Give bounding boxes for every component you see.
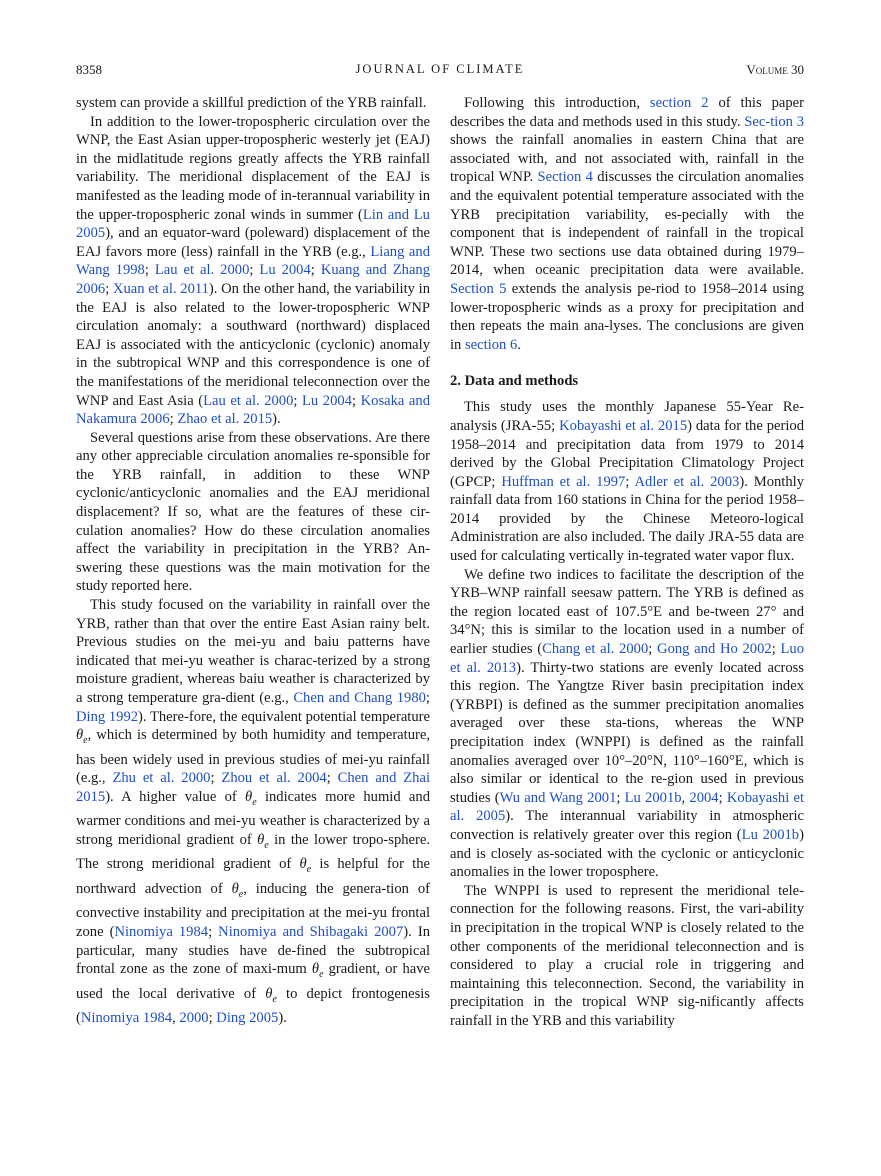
citation-link[interactable]: Lu 2001b: [741, 826, 800, 843]
citation-link[interactable]: Kuang and Zhang 2006: [76, 262, 431, 297]
citation-link[interactable]: Wu and Wang 2001: [499, 789, 617, 806]
citation-link[interactable]: Lu 2004: [259, 262, 311, 279]
paragraph-eaj: In addition to the lower-tropospheric circulation over the WNP, the East Asian upper-tropospheric westerly jet (EAJ) in the midlatitude regions greatly affects the YRB rainfall variability. The meridional displacement of the EAJ is manifested as the leading mode of in-terannual variability in the upper-tropospheric zonal winds in summer (Lin and Lu 2005), and an equator-ward (poleward) displacement of the EAJ favors more (less) rainfall in the YRB (e.g., Liang and Wang 1998; Lau et al. 2000; Lu 2004; Kuang and Zhang 2006; Xuan et al. 2011). On the other hand, the variability in the EAJ is also related to the lower-tropospheric WNP circulation anomaly: a southward (northward) displaced EAJ is associated with the anticyclonic (cyclonic) anomaly in the subtropical WNP and this correspondence is one of the manifestations of the meridional teleconnection over the WNP and East Asia (Lau et al. 2000; Lu 2004; Kosaka and Nakamura 2006; Zhao et al. 2015).: [76, 113, 431, 428]
citation-link[interactable]: Kobayashi et al. 2015: [559, 417, 688, 434]
citation-link[interactable]: 2004: [689, 789, 719, 806]
citation-link[interactable]: Ninomiya 1984: [114, 924, 209, 941]
section-link[interactable]: Section 4: [537, 169, 593, 186]
citation-link[interactable]: Chang et al. 2000: [542, 641, 649, 658]
section-link[interactable]: Section 5: [450, 280, 507, 297]
citation-link[interactable]: Liang and Wang 1998: [76, 243, 430, 279]
paragraph-questions: Several questions arise from these observations. Are there any other appreciable circulation anomalies re-sponsible for the YRB rainfall, in addition to these WNP cyclonic/anticyclonic anomalies and the EAJ meridional displacement? If so, what are the features of these cir-culation anomalies? How do these circulation anomalies affect the variability in precipitation in the YRB? An-swering these questions was the main motivation for the study reported here.: [76, 429, 430, 595]
citation-link[interactable]: Lau et al. 2000: [203, 392, 294, 409]
citation-link[interactable]: Ninomiya and Shibagaki 2007: [218, 924, 404, 941]
theta-e-symbol: $\theta_e$: [231, 880, 244, 900]
paragraph-intro-end: system can provide a skillful prediction of the YRB rainfall.: [76, 95, 427, 111]
right-column: [450, 94, 804, 1031]
theta-e-symbol: $\theta_e$: [76, 727, 88, 747]
volume-label: Volume 30: [746, 62, 804, 77]
citation-link[interactable]: Lu 2001b: [624, 789, 682, 806]
citation-link[interactable]: Adler et al. 2003: [634, 473, 740, 490]
citation-link[interactable]: Lin and Lu 2005: [76, 206, 430, 242]
paragraph-indices: We define two indices to facilitate the description of the YRB–WNP rainfall seesaw pattern. The YRB is defined as the region located east of 107.5°E and be-tween 27° and 34°N; this is similar to the location used in a number of earlier studies (Chang et al. 2000; Gong and Ho 2002; Luo et al. 2013). Thirty-two stations are evenly located across this region. The Yangtze River basin precipitation index (YRBPI) is defined as the summer precipitation anomalies averaged over these sta-tions, whereas the WNP precipitation index (WNPPI) is defined as the rainfall anomalies averaged over 10°–20°N, 110°–160°E, which is also similar or identical to the re-gion used in previous studies (Wu and Wang 2001; Lu 2001b, 2004; Kobayashi et al. 2005). The interannual variability in atmospheric convection is relatively greater over this region (Lu 2001b) and is closely as-sociated with the cyclonic or anticyclonic anomalies in the lower troposphere.: [450, 566, 805, 881]
section-link[interactable]: section 2: [649, 95, 709, 111]
citation-link[interactable]: Gong and Ho 2002: [657, 641, 772, 658]
theta-e-symbol: $\theta_e$: [311, 961, 324, 981]
citation-link[interactable]: Kosaka and Nakamura 2006: [76, 392, 431, 428]
section-link[interactable]: section 6: [465, 336, 518, 353]
citation-link[interactable]: Ding 1992: [76, 708, 139, 725]
paragraph-outline: Following this introduction, section 2 of this paper describes the data and methods used in this study. Sec-tion 3 shows the rainfall anomalies in eastern China that are associated with, and not associated with, rainfall in the tropical WNP. Section 4 discusses the circulation anomalies and the equivalent potential temperature associated with the YRB precipitation variability, es-pecially with the component that is independent of rainfall in the tropical WNP. These two sections use data obtained during 1979–2014, when oceanic precipitation data were available. Section 5 extends the analysis pe-riod to 1958–2014 using lower-tropospheric winds as a proxy for precipitation and then repeats the main ana-lyses. The conclusions are given in section 6.: [450, 95, 804, 353]
citation-link[interactable]: Zhou et al. 2004: [221, 770, 327, 787]
paragraph-theta-e: This study focused on the variability in rainfall over the YRB, rather than that over the entire East Asian rainy belt. Previous studies on the mei-yu and baiu patterns have indicated that mei-yu weather is charac-terized by a strong moisture gradient, whereas baiu weather is characterized by a strong temperature gra-dient (e.g., Chen and Chang 1980; Ding 1992). There-fore, the equivalent potential temperature $\theta_e$, which is determined by both humidity and temperature, has been widely used in previous studies of mei-yu rainfall (e.g., Zhu et al. 2000; Zhou et al. 2004; Chen and Zhai 2015). A higher value of $\theta_e$ indicates more humid and warmer conditions and mei-yu weather is characterized by a strong meridional gradient of $\theta_e$ in the lower tropo-sphere. The strong meridional gradient of $\theta_e$ is helpful for the northward advection of $\theta_e$, inducing the genera-tion of convective instability and precipitation at the mei-yu frontal zone (Ninomiya 1984; Ninomiya and Shibagaki 2007). In particular, many studies have de-fined the subtropical frontal zone as the zone of maxi-mum $\theta_e$ gradient, or have used the local derivative of $\theta_e$ to depict frontogenesis (Ninomiya 1984, 2000; Ding 2005).: [76, 597, 431, 1027]
paragraph-wnppi: The WNPPI is used to represent the meridional tele-connection for the following reasons. First, the vari-ability in precipitation in the tropical WNP is closely related to the other components of the meridional teleconnection and is considered to play a crucial role in triggering and maintaining this teleconnection. Second, the variability in precipitation in the tropical WNP sig-nificantly affects rainfall in the YRB and this variability: [450, 882, 804, 1029]
running-header: [76, 62, 804, 82]
page-number: 8358: [76, 62, 102, 77]
citation-link[interactable]: Zhu et al. 2000: [112, 770, 211, 787]
citation-link[interactable]: Chen and Chang 1980: [293, 690, 426, 706]
citation-link[interactable]: Ninomiya 1984: [80, 1010, 173, 1027]
theta-e-symbol: $\theta_e$: [245, 788, 257, 808]
theta-e-symbol: $\theta_e$: [257, 831, 269, 851]
citation-link[interactable]: Lu 2004: [302, 392, 352, 409]
citation-link[interactable]: Chen and Zhai 2015: [76, 770, 431, 805]
paragraph-data: This study uses the monthly Japanese 55-Year Re-analysis (JRA-55; Kobayashi et al. 2015) data for the period 1958–2014 and precipitation data from 1979 to 2014 derived by the Global Precipitation Climatology Project (GPCP; Huffman et al. 1997; Adler et al. 2003). Monthly rainfall data from 160 stations in China for the period 1958–2014 provided by the Chinese Meteoro-logical Administration are also included. The daily JRA-55 data are used for calculating vertically in-tegrated water vapor flux.: [450, 399, 805, 565]
citation-link[interactable]: Luo et al. 2013: [450, 641, 804, 676]
citation-link[interactable]: Kobayashi et al. 2005: [450, 789, 805, 825]
citation-link[interactable]: Xuan et al. 2011: [112, 280, 209, 297]
left-column: [76, 94, 430, 1028]
theta-e-symbol: $\theta_e$: [265, 985, 277, 1005]
citation-link[interactable]: Zhao et al. 2015: [177, 411, 273, 428]
citation-link[interactable]: Lau et al. 2000: [154, 262, 250, 279]
section-link[interactable]: Sec-tion 3: [744, 113, 804, 130]
citation-link[interactable]: 2000: [179, 1010, 209, 1027]
citation-link[interactable]: Huffman et al. 1997: [501, 473, 626, 490]
citation-link[interactable]: Ding 2005: [216, 1010, 279, 1027]
journal-title: JOURNAL OF CLIMATE: [355, 62, 525, 76]
theta-e-symbol: $\theta_e$: [299, 856, 312, 876]
section-heading: 2. Data and methods: [450, 373, 579, 390]
